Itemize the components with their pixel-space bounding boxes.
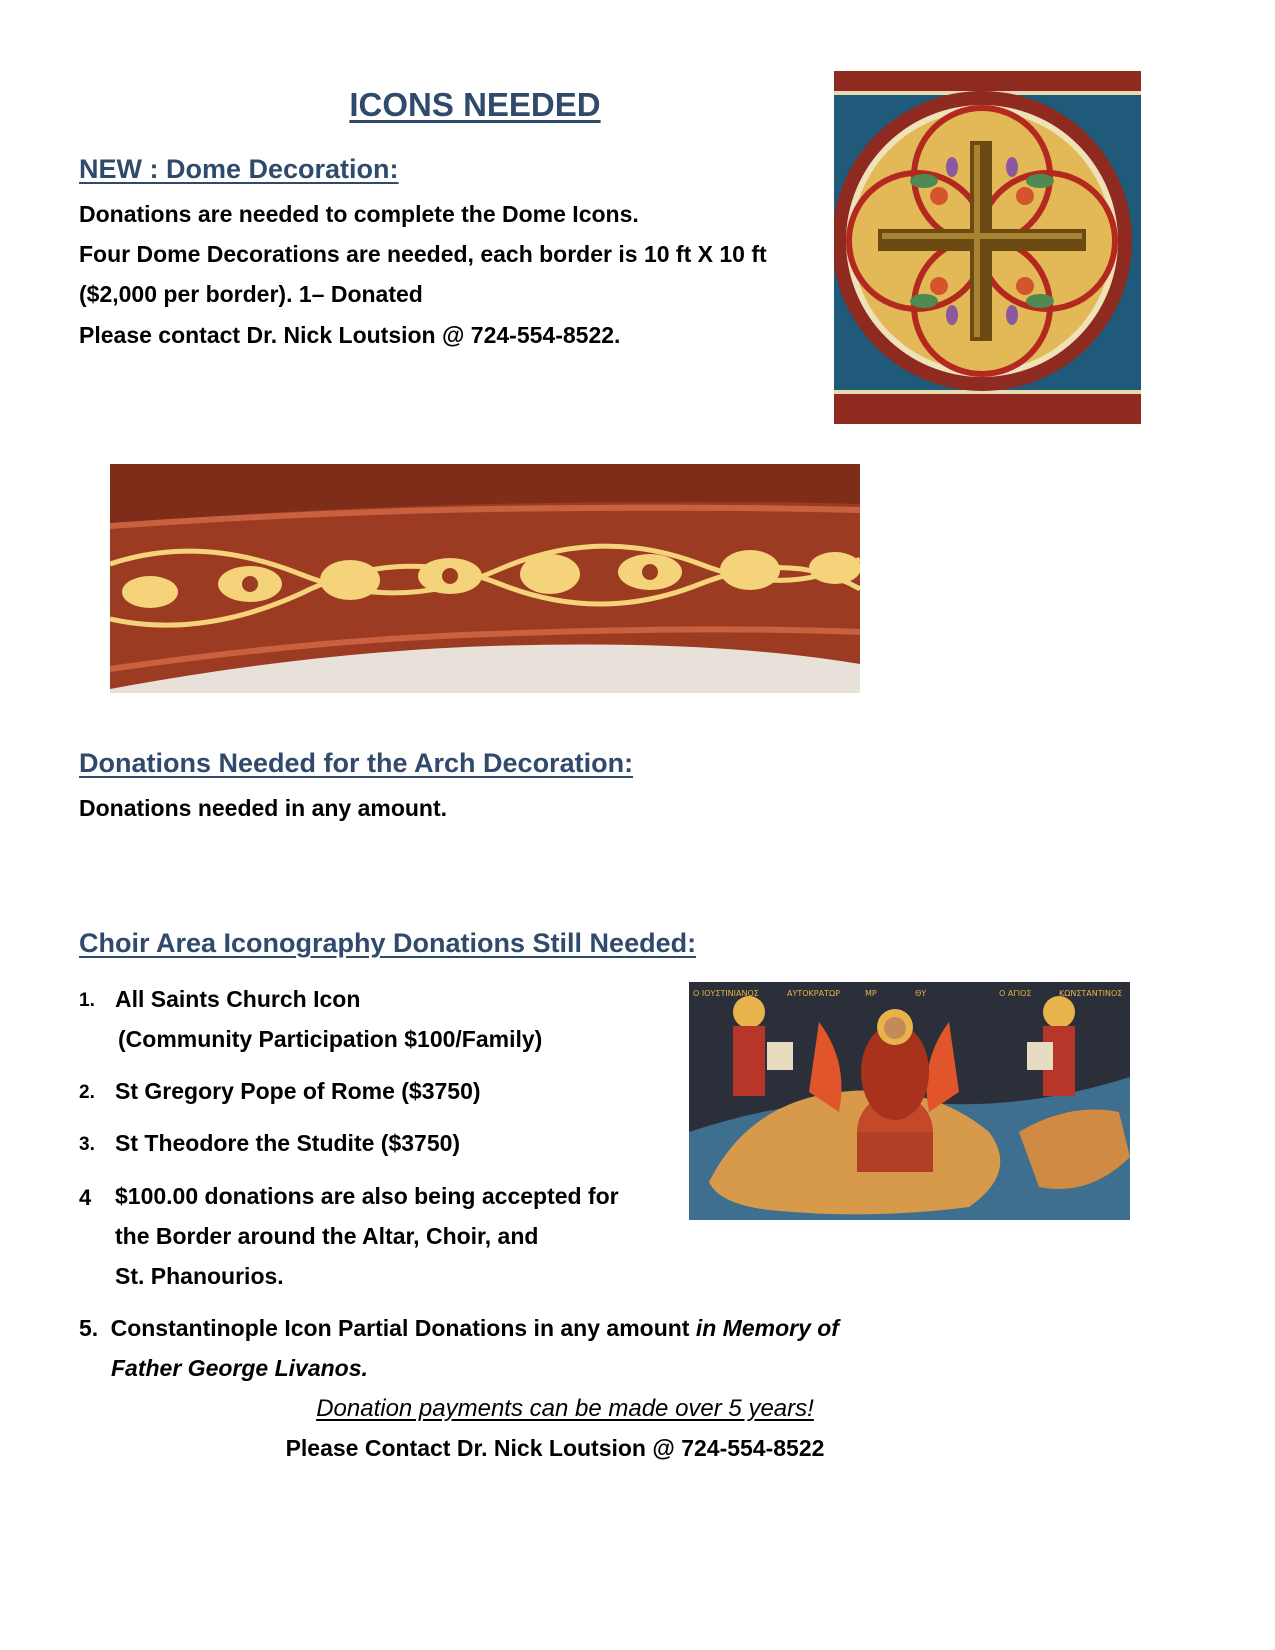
dome-line-4: Please contact Dr. Nick Loutsion @ 724-554-8522. — [79, 322, 621, 348]
dome-heading: NEW : Dome Decoration: — [79, 154, 399, 184]
dome-line-3: ($2,000 per border). 1– Donated — [79, 281, 423, 307]
list-item-4-line-3: St. Phanourios. — [115, 1263, 284, 1289]
list-item-5-text: Constantinople Icon Partial Donations in any amount — [110, 1315, 690, 1341]
arch-line: Donations needed in any amount. — [79, 795, 448, 821]
arch-heading: Donations Needed for the Arch Decoration: — [79, 748, 634, 778]
icon-label: ΜΡ — [865, 989, 877, 998]
list-item-3: St Theodore the Studite ($3750) — [115, 1130, 461, 1156]
icon-label: ΚΩΝΣΤΑΝΤΙΝΟΣ — [1059, 989, 1123, 998]
icon-label: ΑΥΤΟΚΡΑΤΩΡ — [787, 989, 840, 998]
list-item-4-line-1: $100.00 donations are also being accepted for — [115, 1183, 619, 1209]
dome-line-1: Donations are needed to complete the Dome Icons. — [79, 201, 639, 227]
footer-note-wrap — [0, 1395, 1130, 1423]
constantinople-icon-image — [689, 982, 1130, 1220]
list-item-1-line-2: (Community Participation $100/Family) — [118, 1026, 543, 1052]
footer-contact: Please Contact Dr. Nick Loutsion @ 724-554-8522 — [285, 1435, 825, 1461]
list-number: 4 — [79, 1185, 92, 1210]
list-number: 2. — [79, 1082, 95, 1103]
list-number: 3. — [79, 1134, 95, 1155]
list-item-5-italic: in Memory of — [695, 1315, 839, 1341]
dome-line-2: Four Dome Decorations are needed, each border is 10 ft X 10 ft — [79, 241, 767, 267]
choir-heading: Choir Area Iconography Donations Still Needed: — [79, 928, 697, 958]
list-item-4-line-2: the Border around the Altar, Choir, and — [115, 1223, 539, 1249]
arch-decoration-image — [110, 464, 860, 693]
dome-decoration-image — [834, 71, 1141, 424]
list-item-2: St Gregory Pope of Rome ($3750) — [115, 1078, 481, 1104]
list-item-5-line-1 — [79, 1315, 839, 1342]
list-item-5-line-2: Father George Livanos. — [111, 1355, 368, 1381]
list-number: 5. — [79, 1315, 99, 1341]
list-item-1-line-1: All Saints Church Icon — [115, 986, 361, 1012]
icon-label: Ο ΑΓΙΟΣ — [999, 989, 1032, 998]
list-number: 1. — [79, 990, 95, 1011]
icon-label: ΘΥ — [915, 989, 927, 998]
footer-note: Donation payments can be made over 5 years! — [316, 1395, 814, 1422]
icon-label: Ο ΙΟΥΣΤΙΝΙΑΝΟΣ — [693, 989, 759, 998]
page-title: ICONS NEEDED — [349, 86, 601, 123]
